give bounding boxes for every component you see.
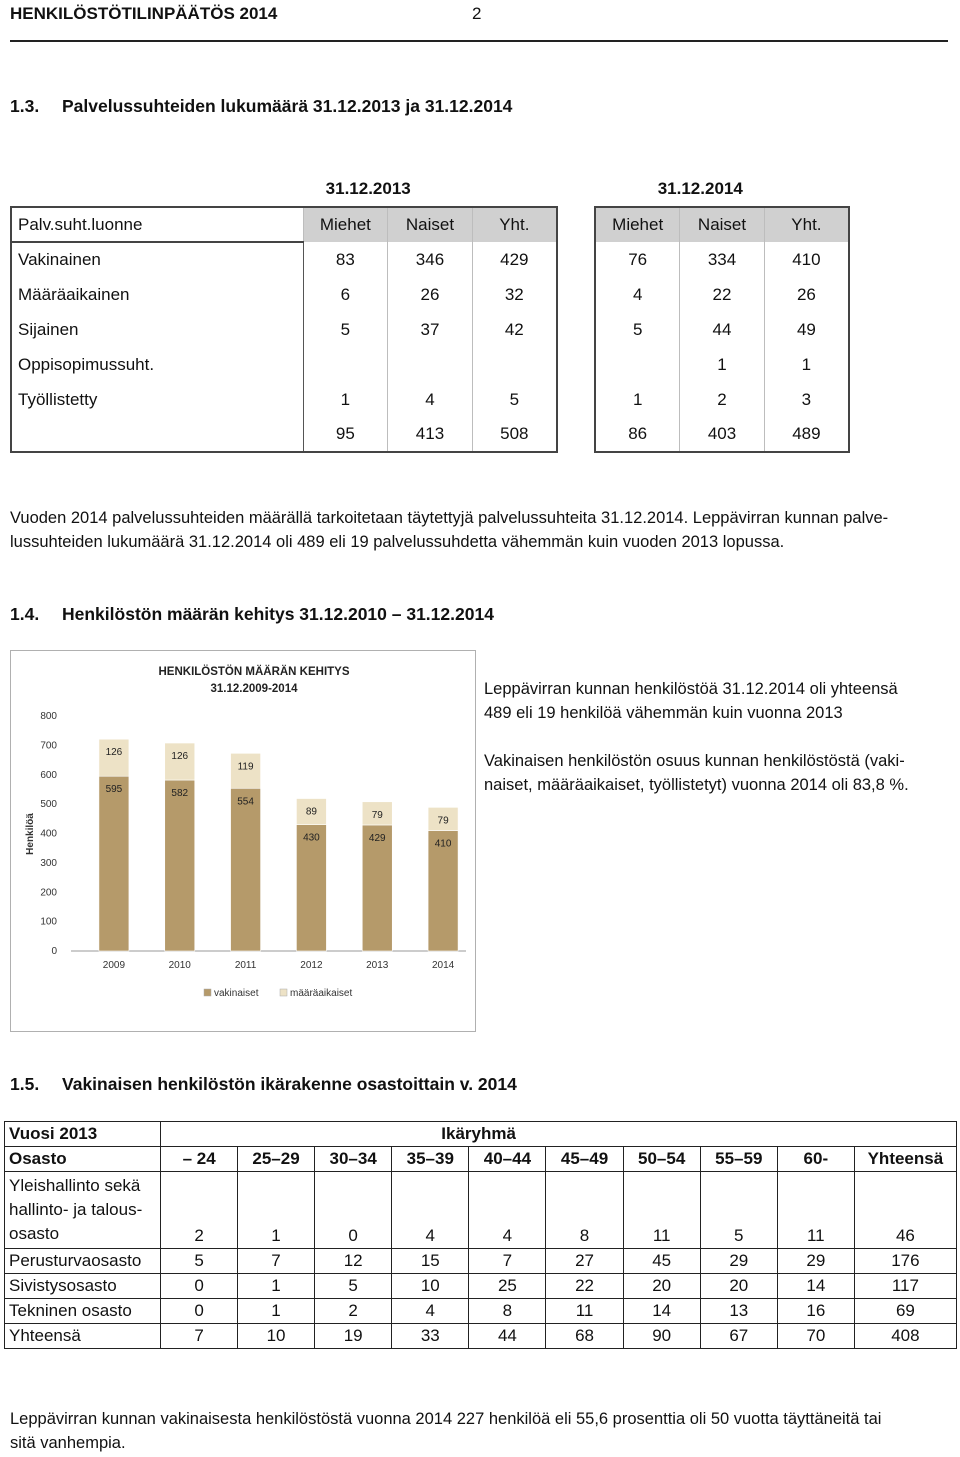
table-cell: 410 xyxy=(764,242,849,277)
table-cell: 32 xyxy=(472,277,557,312)
column-gap xyxy=(557,382,595,417)
table-cell: 83 xyxy=(303,242,388,277)
table-cell: 117 xyxy=(854,1274,956,1299)
table-row xyxy=(5,1172,957,1249)
table-cell: 70 xyxy=(777,1324,854,1349)
column-gap xyxy=(557,242,595,277)
col-label-header: Palv.suht.luonne xyxy=(11,207,303,242)
table-cell: 15 xyxy=(392,1249,469,1274)
table-cell: 8 xyxy=(546,1172,623,1249)
table-row xyxy=(5,1299,957,1324)
table-cell: 26 xyxy=(388,277,473,312)
table-cell: 16 xyxy=(777,1299,854,1324)
table-cell: 4 xyxy=(469,1172,546,1249)
bar-value-label: 126 xyxy=(171,751,189,763)
employment-relations-table xyxy=(10,172,850,453)
table-row xyxy=(11,347,849,382)
chart-side-text xyxy=(484,677,954,797)
paragraph-line: lussuhteiden lukumäärä 31.12.2014 oli 489 eli 19 palvelussuhdetta vähemmän kuin vuoden 2013 lopussa. xyxy=(10,533,785,551)
table-cell: 1 xyxy=(303,382,388,417)
table-cell: 13 xyxy=(700,1299,777,1324)
x-tick-label: 2013 xyxy=(366,960,389,971)
table-cell: 86 xyxy=(595,417,680,452)
age-structure-table xyxy=(4,1121,957,1349)
x-tick-label: 2014 xyxy=(431,960,455,971)
table-cell: 22 xyxy=(680,277,765,312)
side-text-line: Leppävirran kunnan henkilöstöä 31.12.2014 oli yhteensä xyxy=(484,680,898,698)
chart-title: HENKILÖSTÖN MÄÄRÄN KEHITYS xyxy=(158,666,350,678)
table-cell: 7 xyxy=(161,1324,238,1349)
table-cell: 4 xyxy=(392,1172,469,1249)
table-cell: 429 xyxy=(472,242,557,277)
x-tick-label: 2011 xyxy=(234,960,257,971)
table-cell: 0 xyxy=(161,1274,238,1299)
section-number: 1.5. xyxy=(10,1074,40,1094)
table-cell: 11 xyxy=(777,1172,854,1249)
table-cell xyxy=(472,347,557,382)
table-header-row xyxy=(11,207,849,242)
table-cell: 508 xyxy=(472,417,557,452)
table-cell: 346 xyxy=(388,242,473,277)
chart-subtitle: 31.12.2009-2014 xyxy=(210,683,298,695)
bar-value-label: 595 xyxy=(105,784,123,796)
legend-swatch xyxy=(204,989,211,996)
section-heading-1-4 xyxy=(10,604,494,625)
table-cell: 14 xyxy=(623,1299,700,1324)
table-cell: 5 xyxy=(700,1172,777,1249)
table-cell: 12 xyxy=(315,1249,392,1274)
table-cell: 334 xyxy=(680,242,765,277)
table-cell: 0 xyxy=(161,1299,238,1324)
row-label: Oppisopimussuht. xyxy=(11,347,303,382)
bar-value-label: 126 xyxy=(105,747,123,759)
department-name: Tekninen osasto xyxy=(5,1299,161,1324)
table-cell: 2 xyxy=(161,1172,238,1249)
table-cell: 5 xyxy=(472,382,557,417)
table-cell: 45 xyxy=(623,1249,700,1274)
table-cell: 2 xyxy=(680,382,765,417)
table-cell: 27 xyxy=(546,1249,623,1274)
table-cell: 5 xyxy=(303,312,388,347)
table-cell: 90 xyxy=(623,1324,700,1349)
table-cell: 33 xyxy=(392,1324,469,1349)
year-2013-label: 31.12.2013 xyxy=(325,179,411,198)
table-cell: 3 xyxy=(764,382,849,417)
table-cell: 1 xyxy=(237,1274,314,1299)
table-cell: 46 xyxy=(854,1172,956,1249)
table-cell: 22 xyxy=(546,1274,623,1299)
table-cell: 1 xyxy=(764,347,849,382)
y-tick-label: 300 xyxy=(40,857,57,869)
table-cell: 5 xyxy=(595,312,680,347)
table-cell: 95 xyxy=(303,417,388,452)
table-cell: 4 xyxy=(392,1299,469,1324)
header-men-2014: Miehet xyxy=(595,207,680,242)
table-row xyxy=(5,1324,957,1349)
y-tick-label: 500 xyxy=(40,799,57,811)
department-name-line: osasto xyxy=(9,1224,60,1243)
header-women-2014: Naiset xyxy=(680,207,765,242)
column-header: 50–54 xyxy=(623,1147,700,1172)
table-cell: 6 xyxy=(303,277,388,312)
bar-vakinaiset xyxy=(165,780,195,951)
side-text-line: Vakinaisen henkilöstön osuus kunnan henkilöstöstä (vaki- xyxy=(484,752,905,770)
table-cell: 44 xyxy=(680,312,765,347)
table-cell: 4 xyxy=(595,277,680,312)
bar-value-label: 554 xyxy=(237,796,254,808)
column-header: 35–39 xyxy=(392,1147,469,1172)
table-cell: 26 xyxy=(764,277,849,312)
table-cell: 8 xyxy=(469,1299,546,1324)
staff-count-chart xyxy=(10,650,476,1032)
bar-value-label: 79 xyxy=(371,809,383,821)
table-cell xyxy=(595,347,680,382)
table-cell: 76 xyxy=(595,242,680,277)
table-cell: 1 xyxy=(680,347,765,382)
row-label: Työllistetty xyxy=(11,382,303,417)
table-row xyxy=(11,277,849,312)
table-row xyxy=(5,1249,957,1274)
table-cell: 67 xyxy=(700,1324,777,1349)
page-number: 2 xyxy=(472,4,482,23)
bar-value-label: 79 xyxy=(437,815,449,827)
column-header: 55–59 xyxy=(700,1147,777,1172)
column-gap xyxy=(557,347,595,382)
chart-svg xyxy=(11,651,477,1033)
department-name-line: hallinto- ja talous- xyxy=(9,1200,143,1219)
table-row xyxy=(11,242,849,277)
paragraph-line: sitä vanhempia. xyxy=(10,1434,126,1452)
table-cell: 14 xyxy=(777,1274,854,1299)
column-header: 25–29 xyxy=(237,1147,314,1172)
table-cell: 413 xyxy=(388,417,473,452)
row-label xyxy=(11,417,303,452)
table-cell: 10 xyxy=(237,1324,314,1349)
row-label: Vakinainen xyxy=(11,242,303,277)
table-cell: 5 xyxy=(315,1274,392,1299)
table-cell: 42 xyxy=(472,312,557,347)
table-cell: 29 xyxy=(777,1249,854,1274)
department-name: Yhteensä xyxy=(5,1324,161,1349)
paragraph-line: Leppävirran kunnan vakinaisesta henkilöstöstä vuonna 2014 227 henkilöä eli 55,6 prosenttia oli 50 vuotta täyttäneitä tai xyxy=(10,1410,882,1428)
section-number: 1.4. xyxy=(10,604,40,624)
paragraph-employment xyxy=(10,506,954,554)
bar-value-label: 119 xyxy=(237,761,254,773)
age-group-label: Ikäryhmä xyxy=(161,1122,957,1147)
table-cell: 5 xyxy=(161,1249,238,1274)
table-row xyxy=(11,417,849,452)
section-heading-1-3 xyxy=(10,96,512,117)
column-header: 40–44 xyxy=(469,1147,546,1172)
table-cell: 20 xyxy=(623,1274,700,1299)
bar-value-label: 89 xyxy=(305,806,317,818)
column-header: 60- xyxy=(777,1147,854,1172)
table-row xyxy=(5,1274,957,1299)
document-title: HENKILÖSTÖTILINPÄÄTÖS 2014 xyxy=(10,4,278,23)
table-row xyxy=(11,382,849,417)
legend-label: määräaikaiset xyxy=(290,988,353,999)
column-gap xyxy=(557,312,595,347)
column-header: Yhteensä xyxy=(854,1147,956,1172)
bar-value-label: 429 xyxy=(368,832,386,844)
department-name xyxy=(5,1172,161,1249)
y-tick-label: 600 xyxy=(40,769,57,781)
y-tick-label: 800 xyxy=(40,711,57,722)
table-cell: 4 xyxy=(388,382,473,417)
table-cell: 1 xyxy=(237,1299,314,1324)
header-total-2014: Yht. xyxy=(764,207,849,242)
section-number: 1.3. xyxy=(10,96,40,116)
table-cell: 10 xyxy=(392,1274,469,1299)
bar-vakinaiset xyxy=(99,776,129,951)
table-cell: 37 xyxy=(388,312,473,347)
section-title: Palvelussuhteiden lukumäärä 31.12.2013 ja 31.12.2014 xyxy=(62,96,513,116)
table-group-row xyxy=(5,1122,957,1147)
side-text-line: 489 eli 19 henkilöä vähemmän kuin vuonna 2013 xyxy=(484,704,843,722)
table-cell: 44 xyxy=(469,1324,546,1349)
paragraph-line: Vuoden 2014 palvelussuhteiden määrällä tarkoitetaan täytettyjä palvelussuhteita 31.12.2014. Leppävirran kunnan palve- xyxy=(10,509,889,527)
table-cell: 68 xyxy=(546,1324,623,1349)
legend-label: vakinaiset xyxy=(214,988,259,999)
bar-vakinaiset xyxy=(231,788,261,951)
column-gap xyxy=(557,277,595,312)
bar-value-label: 430 xyxy=(303,832,320,844)
header-men-2013: Miehet xyxy=(303,207,388,242)
table-cell: 25 xyxy=(469,1274,546,1299)
table-cell: 1 xyxy=(237,1172,314,1249)
department-name-line: Yleishallinto sekä xyxy=(9,1176,141,1195)
section-title: Vakinaisen henkilöstön ikärakenne osastoittain v. 2014 xyxy=(62,1074,517,1094)
table-cell: 49 xyxy=(764,312,849,347)
table-cell: 20 xyxy=(700,1274,777,1299)
side-text-line: naiset, määräaikaiset, työllistetyt) vuonna 2014 oli 83,8 %. xyxy=(484,776,909,794)
y-tick-label: 700 xyxy=(40,740,57,752)
y-tick-label: 0 xyxy=(51,946,57,957)
header-total-2013: Yht. xyxy=(472,207,557,242)
column-header: Osasto xyxy=(5,1147,161,1172)
column-header: 30–34 xyxy=(315,1147,392,1172)
department-name: Perusturvaosasto xyxy=(5,1249,161,1274)
header-rule xyxy=(10,40,948,42)
y-tick-label: 200 xyxy=(40,887,57,899)
department-name: Sivistysosasto xyxy=(5,1274,161,1299)
x-tick-label: 2010 xyxy=(168,960,191,971)
column-gap xyxy=(557,417,595,452)
table-cell: 403 xyxy=(680,417,765,452)
table-cell: 7 xyxy=(469,1249,546,1274)
section-title: Henkilöstön määrän kehitys 31.12.2010 – 31.12.2014 xyxy=(62,604,494,624)
table-cell xyxy=(388,347,473,382)
y-axis-title: Henkilöä xyxy=(25,813,36,855)
table-cell: 1 xyxy=(595,382,680,417)
year-2014-label: 31.12.2014 xyxy=(657,179,743,198)
x-tick-label: 2009 xyxy=(102,960,126,971)
table-cell: 408 xyxy=(854,1324,956,1349)
column-header: 45–49 xyxy=(546,1147,623,1172)
row-label: Määräaikainen xyxy=(11,277,303,312)
row-label: Sijainen xyxy=(11,312,303,347)
header-women-2013: Naiset xyxy=(388,207,473,242)
table-row xyxy=(11,312,849,347)
table-cell: 0 xyxy=(315,1172,392,1249)
bar-value-label: 582 xyxy=(171,788,189,800)
y-tick-label: 400 xyxy=(40,828,57,840)
column-header: – 24 xyxy=(161,1147,238,1172)
table-cell: 7 xyxy=(237,1249,314,1274)
table-cell: 489 xyxy=(764,417,849,452)
x-tick-label: 2012 xyxy=(300,960,323,971)
table-cell: 176 xyxy=(854,1249,956,1274)
table-cell: 19 xyxy=(315,1324,392,1349)
table-cell xyxy=(303,347,388,382)
year-label: Vuosi 2013 xyxy=(5,1122,161,1147)
table-cell: 11 xyxy=(546,1299,623,1324)
table-year-row xyxy=(11,172,849,207)
y-tick-label: 100 xyxy=(40,916,57,928)
table-cell: 69 xyxy=(854,1299,956,1324)
table-cell: 11 xyxy=(623,1172,700,1249)
legend-swatch xyxy=(280,989,287,996)
bar-value-label: 410 xyxy=(434,838,452,850)
table-cell: 2 xyxy=(315,1299,392,1324)
table-cell: 29 xyxy=(700,1249,777,1274)
section-heading-1-5 xyxy=(10,1074,517,1095)
table-header-row xyxy=(5,1147,957,1172)
paragraph-age xyxy=(10,1407,954,1455)
